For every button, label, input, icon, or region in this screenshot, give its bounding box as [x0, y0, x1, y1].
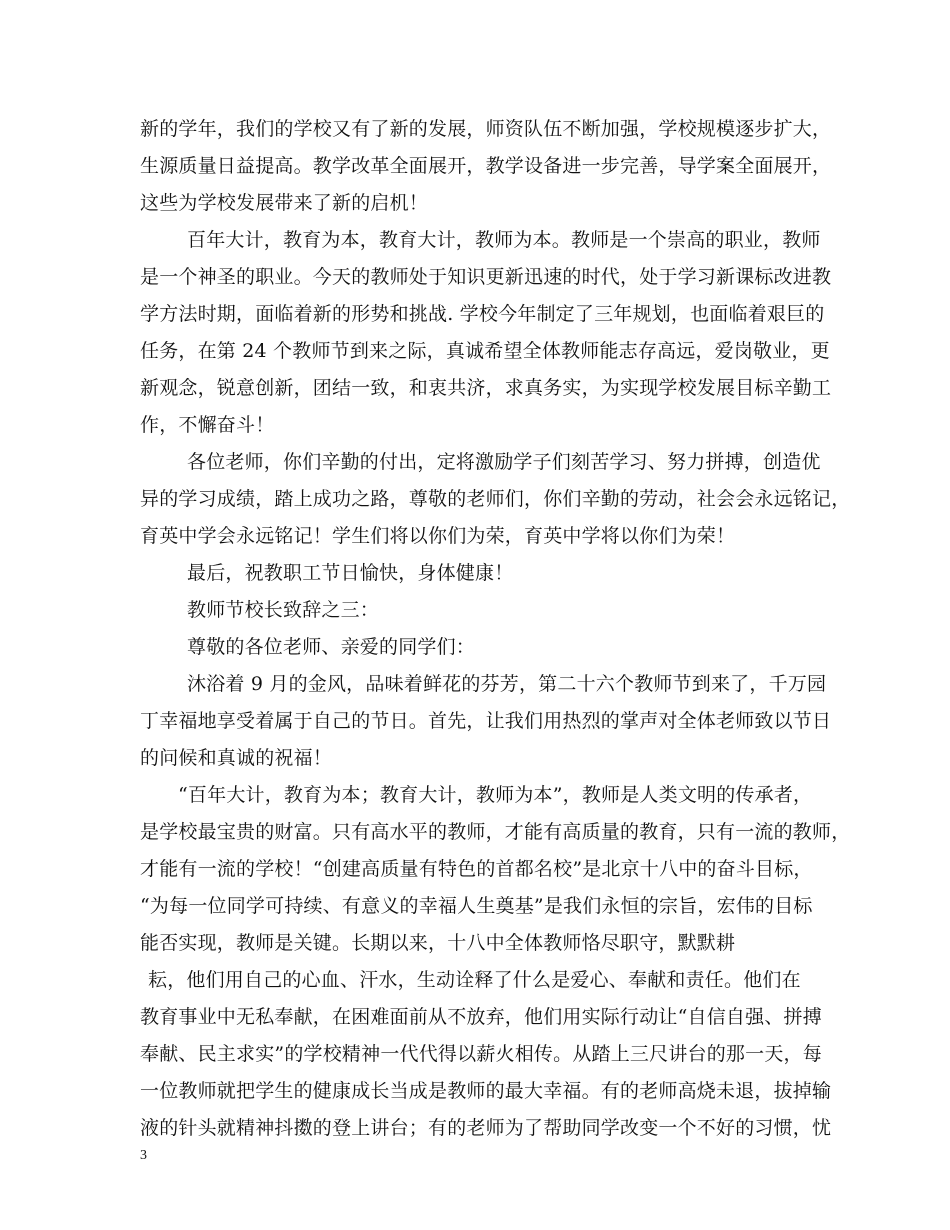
text-line: 液的针头就精神抖擞的登上讲台；有的老师为了帮助同学改变一个不好的习惯，忧	[140, 1117, 832, 1139]
text-line: “为每一位同学可持续、有意义的幸福人生奠基”是我们永恒的宗旨，宏伟的目标	[140, 895, 813, 917]
text-line: 的问候和真诚的祝福！	[140, 747, 333, 769]
text-line: 才能有一流的学校！“创建高质量有特色的首都名校”是北京十八中的奋斗目标，	[140, 858, 813, 880]
text-line: 任务，在第 24 个教师节到来之际，真诚希望全体教师能志存高远，爱岗敬业，更	[140, 340, 830, 362]
text-line: 这些为学校发展带来了新的启机！	[140, 192, 429, 214]
text-line: 是学校最宝贵的财富。只有高水平的教师，才能有高质量的教育，只有一流的教师，	[140, 821, 851, 843]
text-line: 是一个神圣的职业。今天的教师处于知识更新迅速的时代，处于学习新课标改进教	[140, 266, 832, 288]
text-line: 新的学年，我们的学校又有了新的发展，师资队伍不断加强，学校规模逐步扩大，	[140, 118, 832, 140]
text-line: 一位教师就把学生的健康成长当成是教师的最大幸福。有的老师高烧未退，拔掉输	[140, 1080, 832, 1102]
text-line: 丁幸福地享受着属于自己的节日。首先，让我们用热烈的掌声对全体老师致以节日	[140, 710, 832, 732]
text-line: 沐浴着 9 月的金风，品味着鲜花的芬芳，第二十六个教师节到来了，千万园	[187, 673, 827, 695]
section-heading: 教师节校长致辞之三：	[187, 599, 380, 621]
text-line: 教育事业中无私奉献，在困难面前从不放弃，他们用实际行动让“自信自强、拼搏	[140, 1006, 822, 1028]
text-line: 新观念，锐意创新，团结一致，和衷共济，求真务实，为实现学校发展目标辛勤工	[140, 377, 832, 399]
text-line: “百年大计，教育为本；教育大计，教师为本”，教师是人类文明的传承者，	[178, 784, 813, 806]
text-line: 学方法时期，面临着新的形势和挑战. 学校今年制定了三年规划，也面临着艰巨的	[140, 303, 825, 325]
page-number: 3	[140, 1148, 147, 1163]
text-line: 最后，祝教职工节日愉快，身体健康！	[187, 562, 514, 584]
salutation: 尊敬的各位老师、亲爱的同学们：	[187, 636, 476, 658]
text-line: 生源质量日益提高。教学改革全面展开，教学设备进一步完善，导学案全面展开，	[140, 155, 832, 177]
text-line: 百年大计，教育为本，教育大计，教师为本。教师是一个崇高的职业，教师	[187, 229, 821, 251]
text-line: 异的学习成绩，踏上成功之路，尊敬的老师们，你们辛勤的劳动，社会会永远铭记，	[140, 488, 851, 510]
text-line: 奉献、民主求实”的学校精神一代代得以薪火相传。从踏上三尺讲台的那一天，每	[140, 1043, 822, 1065]
text-line: 各位老师，你们辛勤的付出，定将激励学子们刻苦学习、努力拼搏，创造优	[187, 451, 821, 473]
text-line: 育英中学会永远铭记！学生们将以你们为荣，育英中学将以你们为荣！	[140, 525, 736, 547]
text-line: 能否实现，教师是关键。长期以来，十八中全体教师恪尽职守，默默耕	[140, 932, 736, 954]
text-line: 耘，他们用自己的心血、汗水，生动诠释了什么是爱心、奉献和责任。他们在	[148, 969, 801, 991]
text-line: 作，不懈奋斗！	[140, 414, 275, 436]
